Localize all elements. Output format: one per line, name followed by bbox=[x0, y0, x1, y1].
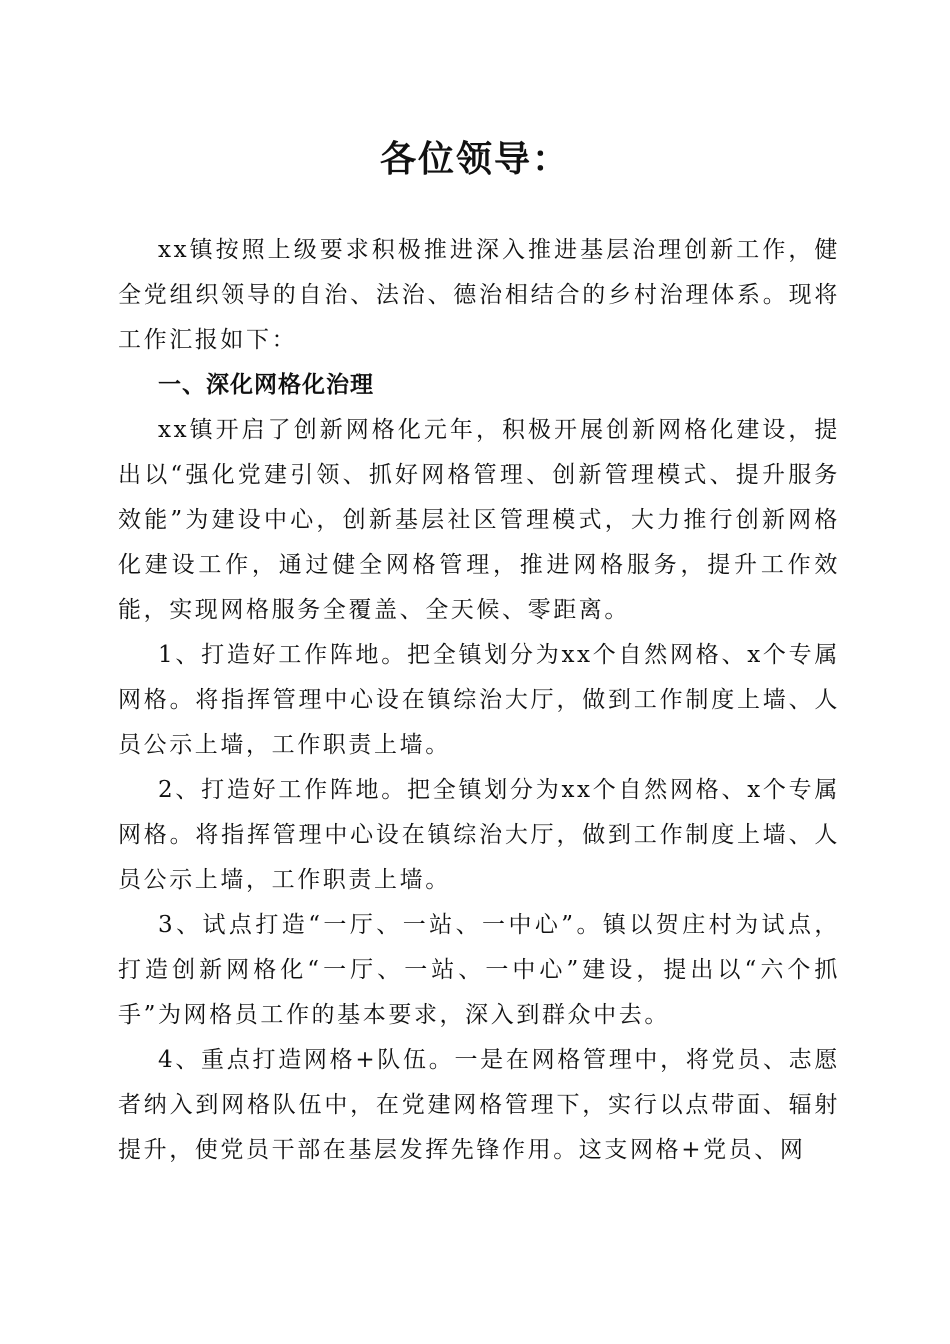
item-1-paragraph: 1、打造好工作阵地。把全镇划分为xx个自然网格、x个专属网格。将指挥管理中心设在镇综治大厅，做到工作制度上墙、人员公示上墙，工作职责上墙。 bbox=[118, 642, 840, 758]
item-2-paragraph: 2、打造好工作阵地。把全镇划分为xx个自然网格、x个专属网格。将指挥管理中心设在镇综治大厅，做到工作制度上墙、人员公示上墙，工作职责上墙。 bbox=[118, 777, 840, 893]
intro-paragraph: xx镇按照上级要求积极推进深入推进基层治理创新工作，健全党组织领导的自治、法治、德治相结合的乡村治理体系。现将工作汇报如下： bbox=[118, 237, 840, 353]
section-heading: 一、深化网格化治理 bbox=[158, 372, 374, 398]
item-4-paragraph: 4、重点打造网格+队伍。一是在网格管理中，将党员、志愿者纳入到网格队伍中，在党建网格管理下，实行以点带面、辐射提升，使党员干部在基层发挥先锋作用。这支网格+党员、网 bbox=[118, 1047, 840, 1163]
document-title: 各位领导： bbox=[379, 138, 570, 180]
section-intro-paragraph: xx镇开启了创新网格化元年，积极开展创新网格化建设，提出以“强化党建引领、抓好网格管理、创新管理模式、提升服务效能”为建设中心，创新基层社区管理模式，大力推行创新网格化建设工作，通过健全网格管理，推进网格服务，提升工作效能，实现网格服务全覆盖、全天候、零距离。 bbox=[118, 417, 840, 623]
item-3-paragraph: 3、试点打造“一厅、一站、一中心”。镇以贺庄村为试点，打造创新网格化“一厅、一站、一中心”建设，提出以“六个抓手”为网格员工作的基本要求，深入到群众中去。 bbox=[118, 912, 840, 1028]
document-body bbox=[118, 228, 840, 1173]
